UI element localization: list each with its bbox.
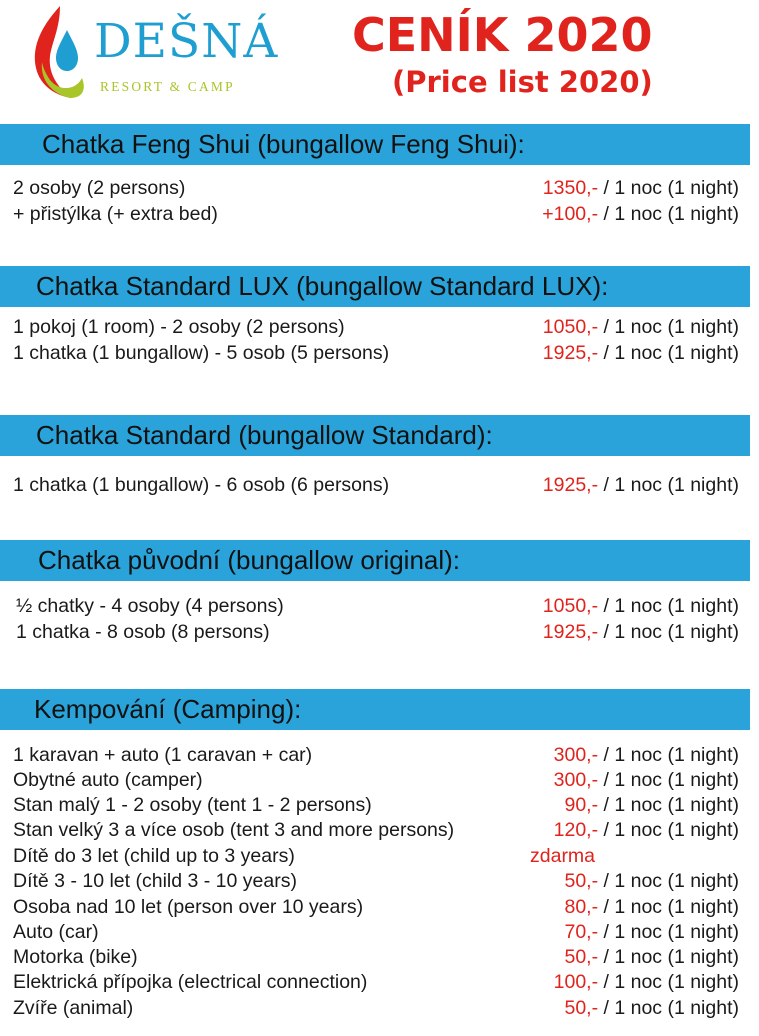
row-price [543,315,739,340]
row-price [564,895,739,920]
row-label: Motorka (bike) [13,946,138,968]
row-price [564,920,739,945]
price-row [0,315,759,340]
row-price [543,594,739,619]
price-amount: 300,- [553,769,599,791]
price-amount: +100,- [542,203,599,225]
section-heading-standard: Chatka Standard (bungallow Standard): [0,415,750,456]
price-row [0,743,759,768]
price-row [0,920,759,945]
price-row [0,768,759,793]
row-label: 1 pokoj (1 room) - 2 osoby (2 persons) [13,316,345,338]
price-row [0,895,759,920]
price-unit: / 1 noc (1 night) [603,870,739,892]
price-row [0,844,759,869]
price-amount: 50,- [564,997,599,1019]
row-label: Stan velký 3 a více osob (tent 3 and more persons) [13,819,455,841]
row-price [564,996,739,1021]
row-price [543,473,739,498]
row-label: ½ chatky - 4 osoby (4 persons) [16,595,284,617]
price-amount: 120,- [553,819,599,841]
price-unit: / 1 noc (1 night) [603,203,739,225]
price-amount: 1925,- [542,342,599,364]
price-unit: / 1 noc (1 night) [603,896,739,918]
price-row [0,341,759,366]
row-price [554,768,739,793]
section-heading-standard-lux: Chatka Standard LUX (bungallow Standard LUX): [0,266,750,307]
price-amount: 1925,- [542,621,599,643]
price-row [0,818,759,843]
row-label: 1 karavan + auto (1 caravan + car) [13,744,313,766]
row-price [554,818,739,843]
price-unit: / 1 noc (1 night) [603,177,739,199]
resort-logo [30,4,280,100]
row-label: Elektrická přípojka (electrical connection) [13,971,368,993]
row-label: 2 osoby (2 persons) [13,177,186,199]
price-amount: 1350,- [542,177,599,199]
row-label: Auto (car) [13,921,99,943]
price-unit: / 1 noc (1 night) [603,769,739,791]
price-unit: / 1 noc (1 night) [603,794,739,816]
price-row [0,620,759,645]
price-row [0,945,759,970]
price-row [0,793,759,818]
logo-name: DEŠNÁ [94,14,279,69]
flame-drop-icon [30,4,86,100]
page-subtitle: (Price list 2020) [392,65,653,99]
price-row [0,594,759,619]
row-price [554,970,739,995]
row-price [543,176,739,201]
price-row [0,869,759,894]
price-unit: / 1 noc (1 night) [603,946,739,968]
price-amount: 100,- [553,971,599,993]
price-row [0,202,759,227]
row-label: Dítě do 3 let (child up to 3 years) [13,845,295,867]
price-unit: / 1 noc (1 night) [603,744,739,766]
price-amount: 300,- [553,744,599,766]
row-price [542,202,739,227]
price-amount: 1050,- [542,316,599,338]
price-row [0,176,759,201]
price-unit: / 1 noc (1 night) [603,921,739,943]
price-unit: / 1 noc (1 night) [603,997,739,1019]
price-row [0,970,759,995]
section-heading-feng-shui: Chatka Feng Shui (bungallow Feng Shui): [0,124,750,165]
row-price [543,341,739,366]
price-amount: 50,- [564,870,599,892]
price-amount: 80,- [564,896,599,918]
row-label: Zvíře (animal) [13,997,134,1019]
row-label: + přistýlka (+ extra bed) [13,203,218,225]
logo-tagline: RESORT & CAMP [100,79,235,94]
price-unit: / 1 noc (1 night) [603,971,739,993]
row-label: 1 chatka - 8 osob (8 persons) [16,621,270,643]
price-amount: zdarma [530,845,596,867]
row-price [543,620,739,645]
price-row [0,996,759,1021]
price-row [0,473,759,498]
price-amount: 50,- [564,946,599,968]
row-price [564,793,739,818]
row-label: 1 chatka (1 bungallow) - 5 osob (5 persons) [13,342,390,364]
row-label: Stan malý 1 - 2 osoby (tent 1 - 2 persons) [13,794,372,816]
row-price [554,743,739,768]
row-label: Dítě 3 - 10 let (child 3 - 10 years) [13,870,297,892]
section-heading-original: Chatka původní (bungallow original): [0,540,750,581]
price-amount: 1050,- [542,595,599,617]
price-unit: / 1 noc (1 night) [603,342,739,364]
price-unit: / 1 noc (1 night) [603,621,739,643]
price-unit: / 1 noc (1 night) [603,474,739,496]
price-unit: / 1 noc (1 night) [603,819,739,841]
row-price [564,945,739,970]
row-label: Obytné auto (camper) [13,769,203,791]
price-amount: 90,- [564,794,599,816]
row-price [564,869,739,894]
page-title: CENÍK 2020 [352,8,653,62]
price-unit: / 1 noc (1 night) [603,595,739,617]
section-heading-camping: Kempování (Camping): [0,689,750,730]
price-amount: 1925,- [542,474,599,496]
row-label: Osoba nad 10 let (person over 10 years) [13,896,364,918]
row-label: 1 chatka (1 bungallow) - 6 osob (6 persons) [13,474,390,496]
price-amount: 70,- [564,921,599,943]
price-unit: / 1 noc (1 night) [603,316,739,338]
